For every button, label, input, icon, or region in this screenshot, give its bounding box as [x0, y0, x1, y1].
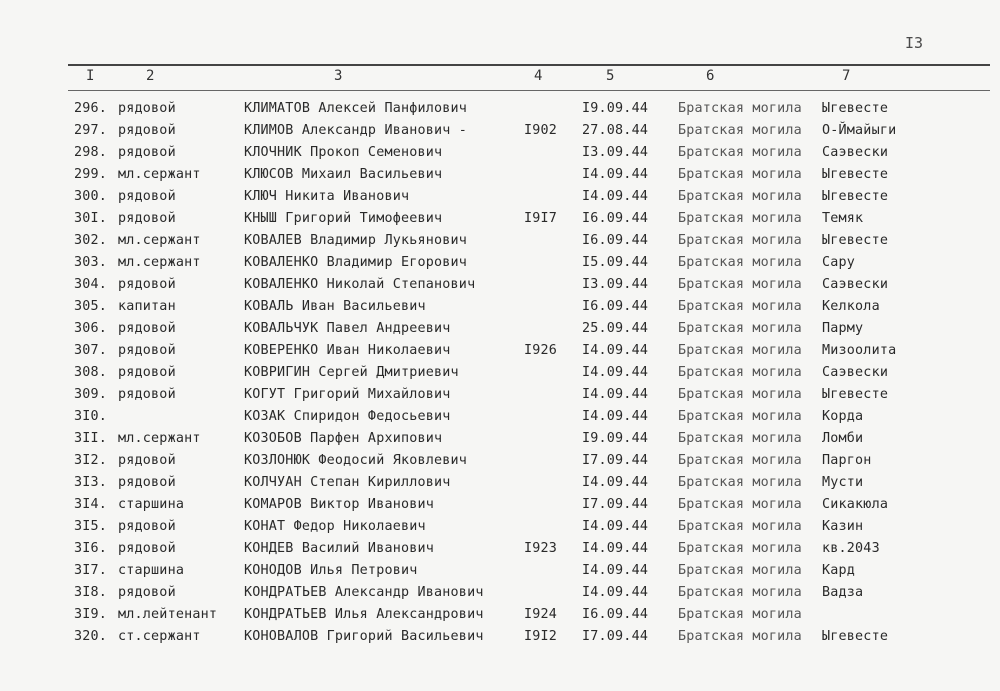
record-rank: мл.сержант [118, 431, 201, 446]
record-rank: капитан [118, 299, 176, 314]
record-name: КОЗОБОВ Парфен Архипович [244, 431, 443, 446]
table-row [0, 431, 1000, 453]
record-burial-place: кв.2043 [822, 541, 880, 556]
record-number: 3I4. [74, 497, 108, 512]
table-row [0, 233, 1000, 255]
record-number: 3I3. [74, 475, 108, 490]
record-number: 303. [74, 255, 108, 270]
table-row [0, 145, 1000, 167]
record-burial-type: Братская могила [678, 365, 802, 380]
record-burial-place: О-Ймайыги [822, 123, 897, 138]
record-rank: рядовой [118, 519, 176, 534]
record-burial-type: Братская могила [678, 475, 802, 490]
record-death-date: I4.09.44 [582, 409, 649, 424]
record-name: КОГУТ Григорий Михайлович [244, 387, 451, 402]
record-rank: рядовой [118, 343, 176, 358]
record-death-date: I7.09.44 [582, 629, 649, 644]
record-burial-type: Братская могила [678, 387, 802, 402]
record-rank: старшина [118, 563, 185, 578]
record-name: КОВАЛЕВ Владимир Лукьянович [244, 233, 468, 248]
table-row [0, 541, 1000, 563]
record-name: КОНДРАТЬЕВ Илья Александрович [244, 607, 484, 622]
record-burial-place: Пармy [822, 321, 864, 336]
record-rank: рядовой [118, 387, 176, 402]
record-name: КЛОЧНИК Прокоп Семенович [244, 145, 443, 160]
record-rank: рядовой [118, 541, 176, 556]
record-number: 296. [74, 101, 108, 116]
record-burial-place: Казин [822, 519, 864, 534]
record-burial-place: Вадза [822, 585, 864, 600]
record-death-date: I9.09.44 [582, 431, 649, 446]
record-number: 3I5. [74, 519, 108, 534]
header-bottom-rule [68, 90, 990, 91]
table-row [0, 277, 1000, 299]
record-death-date: I3.09.44 [582, 145, 649, 160]
record-burial-type: Братская могила [678, 629, 802, 644]
record-name: КОВЕРЕНКО Иван Николаевич [244, 343, 451, 358]
record-number: 3I9. [74, 607, 108, 622]
table-row [0, 387, 1000, 409]
record-burial-type: Братская могила [678, 409, 802, 424]
record-name: КОВАЛЕНКО Владимир Егорович [244, 255, 468, 270]
record-number: 3I8. [74, 585, 108, 600]
record-name: КОВАЛЬ Иван Васильевич [244, 299, 426, 314]
record-number: 3I0. [74, 409, 108, 424]
record-number: 320. [74, 629, 108, 644]
record-name: КЛЮЧ Никита Иванович [244, 189, 410, 204]
record-death-date: I7.09.44 [582, 497, 649, 512]
record-death-date: I5.09.44 [582, 255, 649, 270]
record-birth-year: I926 [524, 343, 558, 358]
record-birth-year: I902 [524, 123, 558, 138]
record-birth-year: I923 [524, 541, 558, 556]
record-burial-type: Братская могила [678, 607, 802, 622]
record-burial-type: Братская могила [678, 519, 802, 534]
record-number: 307. [74, 343, 108, 358]
record-rank: рядовой [118, 585, 176, 600]
record-burial-place: Ыгевесте [822, 189, 889, 204]
record-death-date: I9.09.44 [582, 101, 649, 116]
record-burial-type: Братская могила [678, 497, 802, 512]
record-name: КЛИМАТОВ Алексей Панфилович [244, 101, 468, 116]
table-row [0, 343, 1000, 365]
record-burial-type: Братская могила [678, 431, 802, 446]
column-header-2: 2 [146, 68, 155, 84]
record-rank: рядовой [118, 211, 176, 226]
record-number: 308. [74, 365, 108, 380]
table-row [0, 123, 1000, 145]
record-death-date: I4.09.44 [582, 189, 649, 204]
column-header-4: 4 [534, 68, 543, 84]
record-death-date: I6.09.44 [582, 211, 649, 226]
record-rank: рядовой [118, 453, 176, 468]
record-rank: ст.сержант [118, 629, 201, 644]
record-burial-place: Ыгевесте [822, 233, 889, 248]
table-row [0, 255, 1000, 277]
record-number: 305. [74, 299, 108, 314]
page-number: I3 [905, 34, 924, 52]
record-number: 30I. [74, 211, 108, 226]
record-burial-place: Келкола [822, 299, 880, 314]
record-burial-place: Саэвески [822, 277, 889, 292]
record-burial-type: Братская могила [678, 189, 802, 204]
record-death-date: I4.09.44 [582, 365, 649, 380]
record-rank: мл.сержант [118, 255, 201, 270]
record-name: КОНДЕВ Василий Иванович [244, 541, 435, 556]
record-birth-year: I924 [524, 607, 558, 622]
table-row [0, 497, 1000, 519]
record-number: 3II. [74, 431, 108, 446]
record-burial-place: Ыгевесте [822, 167, 889, 182]
record-burial-place: Сикакюла [822, 497, 889, 512]
record-burial-type: Братская могила [678, 343, 802, 358]
record-burial-place: Темяк [822, 211, 864, 226]
record-burial-type: Братская могила [678, 585, 802, 600]
record-burial-type: Братская могила [678, 123, 802, 138]
record-name: КОЛЧУАН Степан Кириллович [244, 475, 451, 490]
record-death-date: I6.09.44 [582, 607, 649, 622]
record-burial-type: Братская могила [678, 299, 802, 314]
record-burial-type: Братская могила [678, 541, 802, 556]
record-death-date: I4.09.44 [582, 519, 649, 534]
record-rank: мл.сержант [118, 167, 201, 182]
record-rank: рядовой [118, 475, 176, 490]
record-death-date: I6.09.44 [582, 299, 649, 314]
record-burial-type: Братская могила [678, 453, 802, 468]
column-header-7: 7 [842, 68, 851, 84]
record-burial-type: Братская могила [678, 167, 802, 182]
record-rank: рядовой [118, 321, 176, 336]
table-row [0, 629, 1000, 651]
record-name: КЛИМОВ Александр Иванович - [244, 123, 468, 138]
record-birth-year: I9I2 [524, 629, 558, 644]
record-death-date: I7.09.44 [582, 453, 649, 468]
record-death-date: I3.09.44 [582, 277, 649, 292]
record-death-date: I4.09.44 [582, 563, 649, 578]
record-burial-place: Ыгевесте [822, 629, 889, 644]
record-name: КОЗАК Спиридон Федосьевич [244, 409, 451, 424]
record-rank: рядовой [118, 277, 176, 292]
record-burial-place: Мусти [822, 475, 864, 490]
record-burial-place: Ломби [822, 431, 864, 446]
table-row [0, 211, 1000, 233]
record-burial-place: Корда [822, 409, 864, 424]
record-name: КОНОДОВ Илья Петрович [244, 563, 418, 578]
record-name: КОНАТ Федор Николаевич [244, 519, 426, 534]
table-row [0, 299, 1000, 321]
table-row [0, 453, 1000, 475]
record-rank: рядовой [118, 145, 176, 160]
record-rank: мл.лейтенант [118, 607, 218, 622]
record-number: 306. [74, 321, 108, 336]
table-row [0, 519, 1000, 541]
record-burial-type: Братская могила [678, 233, 802, 248]
table-row [0, 563, 1000, 585]
record-burial-type: Братская могила [678, 255, 802, 270]
table-row [0, 607, 1000, 629]
record-death-date: 25.09.44 [582, 321, 649, 336]
table-row [0, 101, 1000, 123]
record-rank: рядовой [118, 189, 176, 204]
column-header-3: 3 [334, 68, 343, 84]
record-burial-type: Братская могила [678, 277, 802, 292]
record-rank: рядовой [118, 365, 176, 380]
column-header-6: 6 [706, 68, 715, 84]
record-name: КОВАЛЕНКО Николай Степанович [244, 277, 476, 292]
record-burial-place: Кард [822, 563, 856, 578]
record-burial-type: Братская могила [678, 321, 802, 336]
table-row [0, 189, 1000, 211]
record-rank: мл.сержант [118, 233, 201, 248]
record-death-date: I4.09.44 [582, 585, 649, 600]
record-birth-year: I9I7 [524, 211, 558, 226]
record-number: 297. [74, 123, 108, 138]
record-death-date: I4.09.44 [582, 387, 649, 402]
record-rank: старшина [118, 497, 185, 512]
record-name: КНЫШ Григорий Тимофеевич [244, 211, 443, 226]
record-number: 299. [74, 167, 108, 182]
record-burial-place: Ыгевесте [822, 101, 889, 116]
table-row [0, 585, 1000, 607]
record-number: 3I2. [74, 453, 108, 468]
record-burial-type: Братская могила [678, 145, 802, 160]
column-header-1: I [86, 68, 95, 84]
record-name: КОВРИГИН Сергей Дмитриевич [244, 365, 459, 380]
record-death-date: 27.08.44 [582, 123, 649, 138]
header-top-rule [68, 64, 990, 66]
record-death-date: I4.09.44 [582, 541, 649, 556]
record-burial-place: Ыгевесте [822, 387, 889, 402]
record-burial-type: Братская могила [678, 101, 802, 116]
record-number: 302. [74, 233, 108, 248]
record-burial-place: Паргон [822, 453, 872, 468]
record-number: 304. [74, 277, 108, 292]
record-number: 298. [74, 145, 108, 160]
record-death-date: I4.09.44 [582, 475, 649, 490]
table-row [0, 475, 1000, 497]
table-row [0, 167, 1000, 189]
record-rank: рядовой [118, 123, 176, 138]
table-row [0, 409, 1000, 431]
record-name: КОНДРАТЬЕВ Александр Иванович [244, 585, 484, 600]
record-number: 3I6. [74, 541, 108, 556]
record-name: КЛЮСОВ Михаил Васильевич [244, 167, 443, 182]
record-number: 300. [74, 189, 108, 204]
record-burial-place: Мизоолита [822, 343, 897, 358]
record-number: 309. [74, 387, 108, 402]
table-row [0, 365, 1000, 387]
record-death-date: I4.09.44 [582, 343, 649, 358]
record-name: КОЗЛОНЮК Феодосий Яковлевич [244, 453, 468, 468]
record-rank: рядовой [118, 101, 176, 116]
record-number: 3I7. [74, 563, 108, 578]
record-burial-type: Братская могила [678, 563, 802, 578]
record-burial-place: Саэвески [822, 145, 889, 160]
column-header-5: 5 [606, 68, 615, 84]
record-death-date: I4.09.44 [582, 167, 649, 182]
record-burial-place: Саэвески [822, 365, 889, 380]
record-name: КОВАЛЬЧУК Павел Андреевич [244, 321, 451, 336]
record-name: КОНОВАЛОВ Григорий Васильевич [244, 629, 484, 644]
record-burial-type: Братская могила [678, 211, 802, 226]
record-name: КОМАРОВ Виктор Иванович [244, 497, 435, 512]
record-burial-place: Сару [822, 255, 856, 270]
record-death-date: I6.09.44 [582, 233, 649, 248]
table-row [0, 321, 1000, 343]
